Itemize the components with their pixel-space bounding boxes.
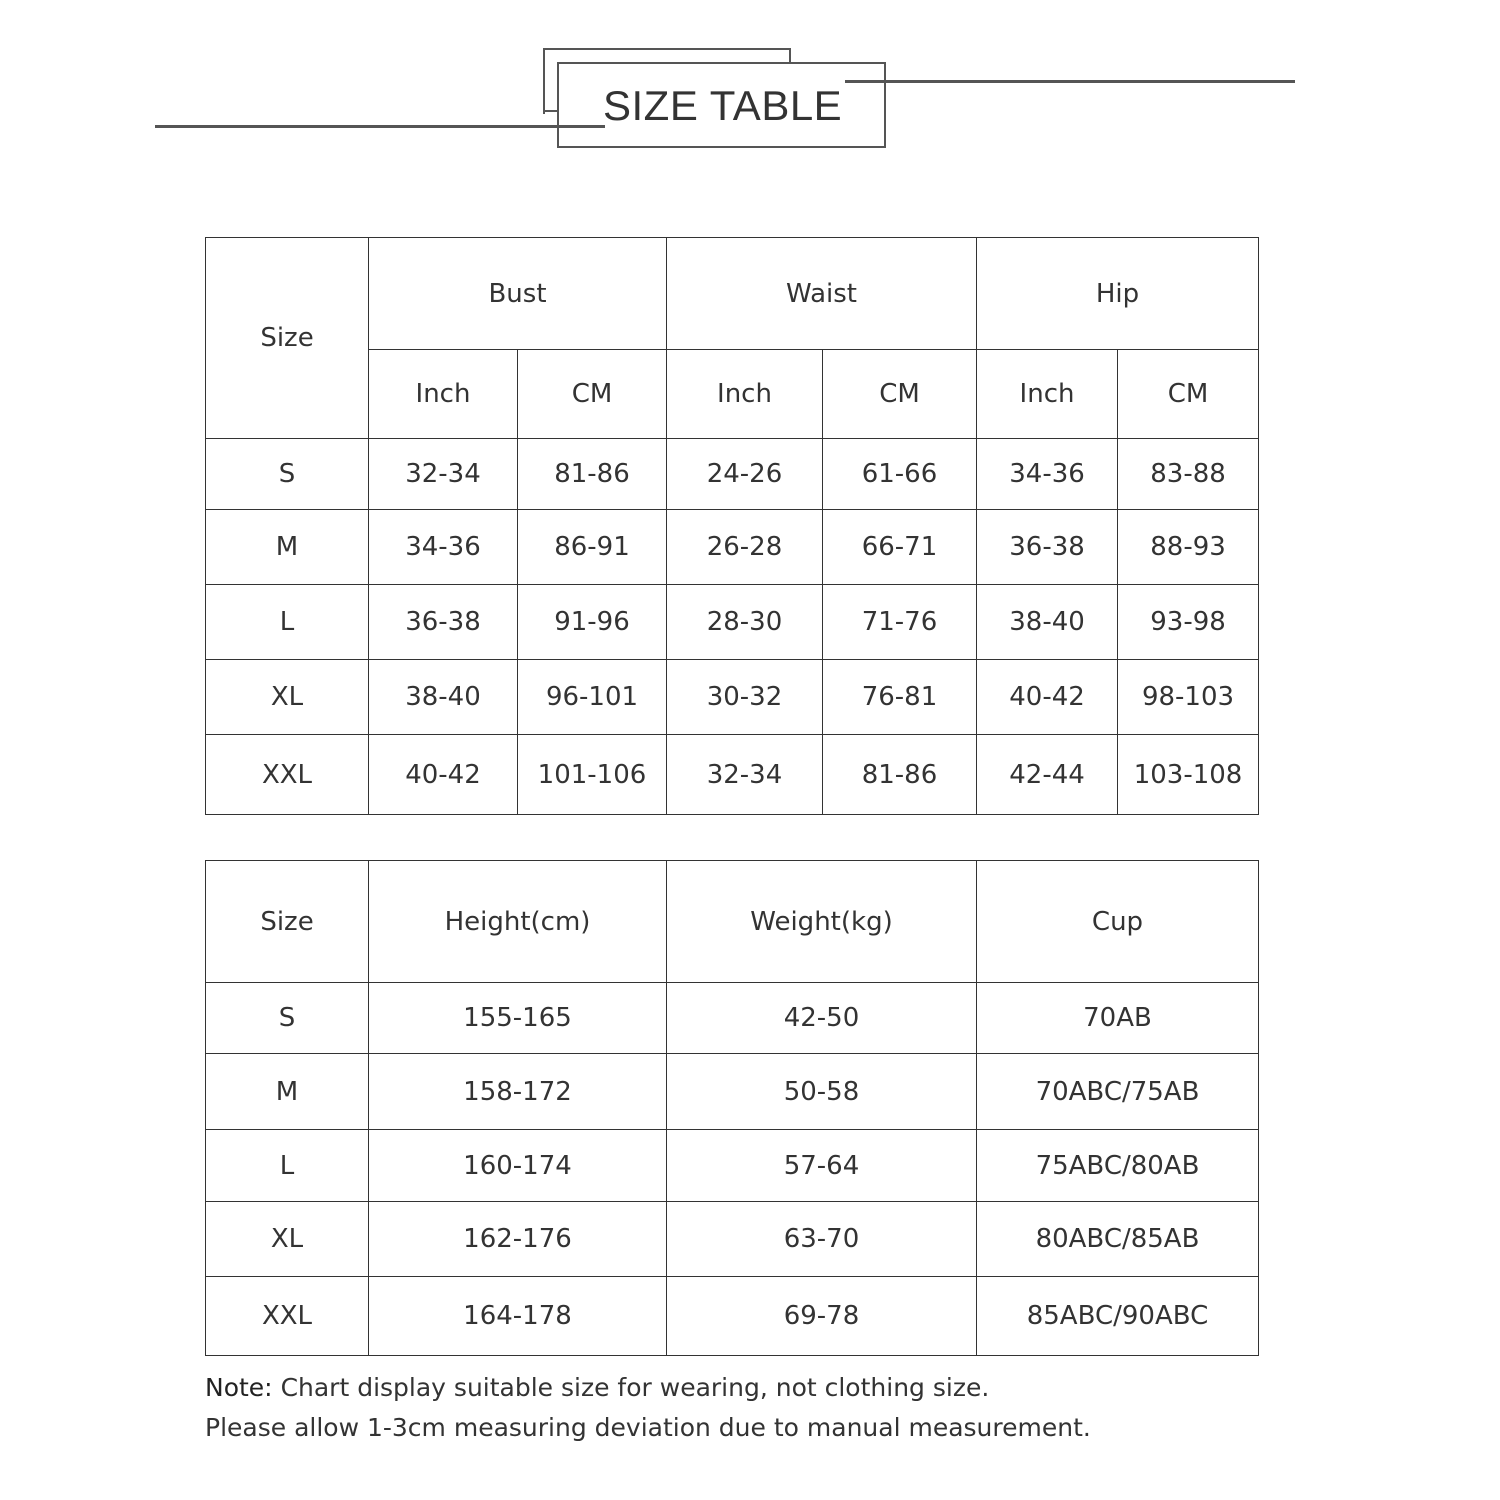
weight-cell: 57-64 — [667, 1130, 977, 1202]
hip-inch-cell: 40-42 — [977, 660, 1118, 735]
height-cell: 158-172 — [369, 1054, 667, 1130]
hip-inch-cell: 34-36 — [977, 439, 1118, 510]
note-text-1: Chart display suitable size for wearing, not clothing size. — [280, 1373, 990, 1402]
size-cell: S — [206, 439, 369, 510]
weight-cell: 50-58 — [667, 1054, 977, 1130]
fit-table — [205, 860, 1259, 1356]
table-header-row — [206, 238, 1259, 350]
hip-cm-cell: 98-103 — [1118, 660, 1259, 735]
size-cell: M — [206, 510, 369, 585]
waist-inch-cell: 32-34 — [667, 735, 823, 815]
hip-inch-cell: 38-40 — [977, 585, 1118, 660]
table-row — [206, 1054, 1259, 1130]
bust-cm-cell: 81-86 — [518, 439, 667, 510]
table-row — [206, 983, 1259, 1054]
hip-cm-cell: 88-93 — [1118, 510, 1259, 585]
bust-cm-header: CM — [518, 350, 667, 439]
hip-cm-cell: 103-108 — [1118, 735, 1259, 815]
note-text-2: Please allow 1-3cm measuring deviation due to manual measurement. — [205, 1413, 1091, 1442]
bust-header: Bust — [369, 238, 667, 350]
table-row — [206, 439, 1259, 510]
height-cell: 160-174 — [369, 1130, 667, 1202]
measurements-table — [205, 237, 1259, 815]
waist-cm-cell: 76-81 — [823, 660, 977, 735]
size-cell: L — [206, 1130, 369, 1202]
size-cell: XL — [206, 1202, 369, 1277]
size-header: Size — [206, 238, 369, 439]
cup-cell: 70ABC/75AB — [977, 1054, 1259, 1130]
cup-cell: 85ABC/90ABC — [977, 1277, 1259, 1356]
bust-cm-cell: 101-106 — [518, 735, 667, 815]
title-back-box-bottom — [543, 110, 558, 112]
bust-inch-cell: 36-38 — [369, 585, 518, 660]
page-title: SIZE TABLE — [603, 82, 843, 129]
bust-inch-cell: 32-34 — [369, 439, 518, 510]
waist-inch-cell: 30-32 — [667, 660, 823, 735]
waist-inch-cell: 26-28 — [667, 510, 823, 585]
title-back-box-right — [789, 48, 791, 63]
size-cell: XXL — [206, 1277, 369, 1356]
height-cell: 155-165 — [369, 983, 667, 1054]
weight-cell: 42-50 — [667, 983, 977, 1054]
size-cell: M — [206, 1054, 369, 1130]
waist-cm-cell: 71-76 — [823, 585, 977, 660]
height-header: Height(cm) — [369, 861, 667, 983]
hip-cm-header: CM — [1118, 350, 1259, 439]
hip-inch-cell: 36-38 — [977, 510, 1118, 585]
bust-inch-header: Inch — [369, 350, 518, 439]
bust-inch-cell: 40-42 — [369, 735, 518, 815]
table-header-row — [206, 861, 1259, 983]
waist-header: Waist — [667, 238, 977, 350]
cup-header: Cup — [977, 861, 1259, 983]
table-row — [206, 1130, 1259, 1202]
bust-inch-cell: 38-40 — [369, 660, 518, 735]
title-right-line — [845, 80, 1295, 83]
note-label: Note: — [205, 1373, 273, 1402]
cup-cell: 80ABC/85AB — [977, 1202, 1259, 1277]
title-left-line — [155, 125, 605, 128]
weight-cell: 69-78 — [667, 1277, 977, 1356]
cup-cell: 70AB — [977, 983, 1259, 1054]
size-cell: XL — [206, 660, 369, 735]
hip-inch-cell: 42-44 — [977, 735, 1118, 815]
weight-cell: 63-70 — [667, 1202, 977, 1277]
table-row — [206, 585, 1259, 660]
height-cell: 162-176 — [369, 1202, 667, 1277]
table-row — [206, 735, 1259, 815]
table-row — [206, 1277, 1259, 1356]
waist-inch-cell: 28-30 — [667, 585, 823, 660]
waist-cm-header: CM — [823, 350, 977, 439]
note-line-2 — [205, 1409, 1091, 1447]
table-row — [206, 660, 1259, 735]
size-cell: XXL — [206, 735, 369, 815]
hip-header: Hip — [977, 238, 1259, 350]
table-row — [206, 1202, 1259, 1277]
waist-inch-cell: 24-26 — [667, 439, 823, 510]
note-line-1 — [205, 1369, 989, 1407]
height-cell: 164-178 — [369, 1277, 667, 1356]
size-header: Size — [206, 861, 369, 983]
hip-inch-header: Inch — [977, 350, 1118, 439]
bust-cm-cell: 96-101 — [518, 660, 667, 735]
bust-cm-cell: 86-91 — [518, 510, 667, 585]
cup-cell: 75ABC/80AB — [977, 1130, 1259, 1202]
size-cell: S — [206, 983, 369, 1054]
waist-inch-header: Inch — [667, 350, 823, 439]
hip-cm-cell: 93-98 — [1118, 585, 1259, 660]
bust-cm-cell: 91-96 — [518, 585, 667, 660]
table-row — [206, 510, 1259, 585]
size-cell: L — [206, 585, 369, 660]
waist-cm-cell: 61-66 — [823, 439, 977, 510]
weight-header: Weight(kg) — [667, 861, 977, 983]
waist-cm-cell: 81-86 — [823, 735, 977, 815]
waist-cm-cell: 66-71 — [823, 510, 977, 585]
bust-inch-cell: 34-36 — [369, 510, 518, 585]
hip-cm-cell: 83-88 — [1118, 439, 1259, 510]
